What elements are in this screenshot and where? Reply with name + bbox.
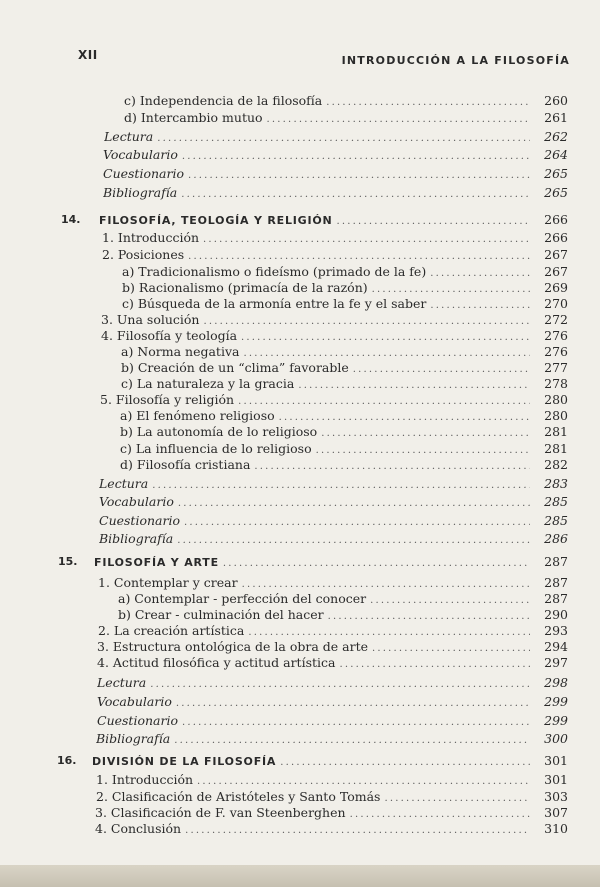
toc-page-number: 272 (544, 312, 568, 327)
toc-entry (97, 674, 568, 692)
toc-page-number: 260 (544, 93, 568, 108)
page-number: XII (78, 48, 98, 62)
toc-page-number: 280 (544, 392, 568, 407)
toc-entry-title: 4. Conclusión (95, 821, 182, 836)
dot-leader (254, 458, 530, 474)
toc-entry (120, 423, 568, 441)
dot-leader (321, 425, 530, 441)
toc-page-number: 283 (544, 476, 568, 491)
toc-entry-title: 2. Posiciones (102, 247, 185, 262)
toc-page-number: 286 (544, 531, 568, 546)
toc-entry (124, 109, 568, 127)
toc-entry-title: FILOSOFÍA Y ARTE (94, 556, 219, 569)
toc-entry-title: Cuestionario (99, 513, 180, 528)
toc-entry-title: Lectura (104, 129, 154, 144)
toc-page-number: 262 (544, 129, 568, 144)
toc-page-number: 281 (544, 424, 568, 439)
toc-page-number: 297 (544, 655, 568, 670)
toc-page-number: 266 (544, 230, 568, 245)
toc-page-number: 277 (544, 360, 568, 375)
dot-leader (182, 148, 530, 164)
toc-entry-title: d) Intercambio mutuo (124, 110, 263, 125)
toc-entry-title: c) La influencia de lo religioso (120, 441, 312, 456)
dot-leader (177, 532, 530, 548)
toc-page-number: 266 (544, 212, 568, 227)
dot-leader (203, 231, 530, 247)
toc-entry-title: c) La naturaleza y la gracia (121, 376, 295, 391)
toc-page-number: 267 (544, 264, 568, 279)
toc-entry (97, 693, 568, 711)
dot-leader (157, 130, 530, 146)
toc-entry-title: 3. Clasificación de F. van Steenberghen (95, 805, 346, 820)
toc-chapter-entry (99, 211, 568, 229)
toc-entry (95, 820, 568, 838)
toc-entry-title: 1. Introducción (102, 230, 200, 245)
toc-page-number: 270 (544, 296, 568, 311)
toc-entry-title: 2. La creación artística (98, 623, 245, 638)
toc-chapter-entry (92, 752, 568, 770)
toc-entry (97, 712, 568, 730)
toc-entry (102, 246, 568, 264)
toc-page-number: 280 (544, 408, 568, 423)
toc-entry-title: a) Contemplar - perfección del conocer (118, 591, 367, 606)
toc-entry-title: b) Racionalismo (primacía de la razón) (122, 280, 368, 295)
dot-leader (337, 213, 530, 229)
toc-chapter-entry (94, 553, 568, 571)
toc-page-number: 265 (544, 185, 568, 200)
toc-entry (102, 229, 568, 247)
toc-page-number: 278 (544, 376, 568, 391)
toc-entry (99, 493, 568, 511)
toc-entry-title: Vocabulario (97, 694, 172, 709)
toc-entry (103, 165, 568, 183)
toc-page-number: 264 (544, 147, 568, 162)
toc-page-number: 276 (544, 344, 568, 359)
dot-leader (182, 714, 530, 730)
toc-entry-title: 5. Filosofía y religión (100, 392, 235, 407)
toc-entry (103, 146, 568, 164)
toc-entry-title: 3. Estructura ontológica de la obra de arte (97, 639, 368, 654)
toc-entry-title: 4. Filosofía y teología (101, 328, 238, 343)
toc-page-number: 287 (544, 554, 568, 569)
toc-entry (96, 771, 568, 789)
dot-leader (152, 477, 530, 493)
toc-page-number: 300 (544, 731, 568, 746)
toc-entry-title: 1. Contemplar y crear (98, 575, 238, 590)
toc-entry-title: 3. Una solución (101, 312, 200, 327)
toc-entry-title: Lectura (97, 675, 147, 690)
toc-page-number: 293 (544, 623, 568, 638)
toc-page-number: 301 (544, 772, 568, 787)
dot-leader (181, 186, 530, 202)
toc-entry-title: 1. Introducción (96, 772, 194, 787)
dot-leader (188, 248, 530, 264)
toc-entry-title: b) Crear - culminación del hacer (118, 607, 324, 622)
toc-page-number: 267 (544, 247, 568, 262)
toc-entry-title: c) Búsqueda de la armonía entre la fe y el saber (122, 296, 427, 311)
toc-entry-title: DIVISIÓN DE LA FILOSOFÍA (92, 755, 277, 768)
dot-leader (184, 514, 530, 530)
dot-leader (185, 822, 530, 838)
toc-page-number: 285 (544, 494, 568, 509)
dot-leader (150, 676, 530, 692)
toc-page-number: 265 (544, 166, 568, 181)
toc-entry-title: 2. Clasificación de Aristóteles y Santo Tomás (96, 789, 381, 804)
toc-entry (99, 530, 568, 548)
toc-page-number: 301 (544, 753, 568, 768)
toc-page-number: 290 (544, 607, 568, 622)
dot-leader (223, 555, 530, 571)
toc-entry (99, 512, 568, 530)
toc-entry (120, 456, 568, 474)
dot-leader (176, 695, 530, 711)
dot-leader (188, 167, 530, 183)
toc-entry-title: d) Filosofía cristiana (120, 457, 251, 472)
dot-leader (178, 495, 530, 511)
toc-page-number: 287 (544, 591, 568, 606)
page-edge (0, 865, 600, 887)
toc-entry-title: a) Tradicionalismo o fideísmo (primado de la fe) (122, 264, 427, 279)
toc-entry-title: Cuestionario (97, 713, 178, 728)
toc-entry (104, 128, 568, 146)
toc-entry-title: 4. Actitud filosófica y actitud artística (97, 655, 336, 670)
chapter-number: 14. (61, 213, 81, 226)
toc-entry-title: Vocabulario (103, 147, 178, 162)
chapter-number: 15. (58, 555, 78, 568)
dot-leader (174, 732, 530, 748)
toc-entry (96, 730, 568, 748)
toc-page-number: 282 (544, 457, 568, 472)
toc-entry-title: FILOSOFÍA, TEOLOGÍA Y RELIGIÓN (99, 214, 333, 227)
toc-page-number: 261 (544, 110, 568, 125)
toc-entry-title: b) La autonomía de lo religioso (120, 424, 318, 439)
toc-page-number: 287 (544, 575, 568, 590)
toc-entry (103, 184, 568, 202)
toc-page-number: 299 (544, 694, 568, 709)
dot-leader (267, 111, 530, 127)
toc-entry-title: Vocabulario (99, 494, 174, 509)
toc-page-number: 294 (544, 639, 568, 654)
toc-entry-title: Bibliografía (96, 731, 171, 746)
toc-page-number: 310 (544, 821, 568, 836)
chapter-number: 16. (57, 754, 77, 767)
toc-page-number: 276 (544, 328, 568, 343)
toc-entry-title: c) Independencia de la filosofía (124, 93, 323, 108)
toc-entry-title: Bibliografía (99, 531, 174, 546)
toc-entry (124, 92, 568, 110)
toc-entry-title: Bibliografía (103, 185, 178, 200)
toc-page-number: 303 (544, 789, 568, 804)
running-title: INTRODUCCIÓN A LA FILOSOFÍA (341, 54, 570, 67)
toc-entry-title: a) Norma negativa (121, 344, 240, 359)
toc-entry-title: b) Creación de un “clima” favorable (121, 360, 349, 375)
dot-leader (197, 773, 530, 789)
toc-entry-title: Cuestionario (103, 166, 184, 181)
toc-page-number: 285 (544, 513, 568, 528)
toc-entry-title: a) El fenómeno religioso (120, 408, 275, 423)
toc-page-number: 298 (544, 675, 568, 690)
toc-entry (97, 654, 568, 672)
toc-entry-title: Lectura (99, 476, 149, 491)
toc-page-number: 269 (544, 280, 568, 295)
dot-leader (280, 754, 530, 770)
toc-page-number: 299 (544, 713, 568, 728)
toc-entry (99, 475, 568, 493)
dot-leader (326, 94, 530, 110)
dot-leader (339, 656, 530, 672)
toc-page-number: 307 (544, 805, 568, 820)
toc-page-number: 281 (544, 441, 568, 456)
